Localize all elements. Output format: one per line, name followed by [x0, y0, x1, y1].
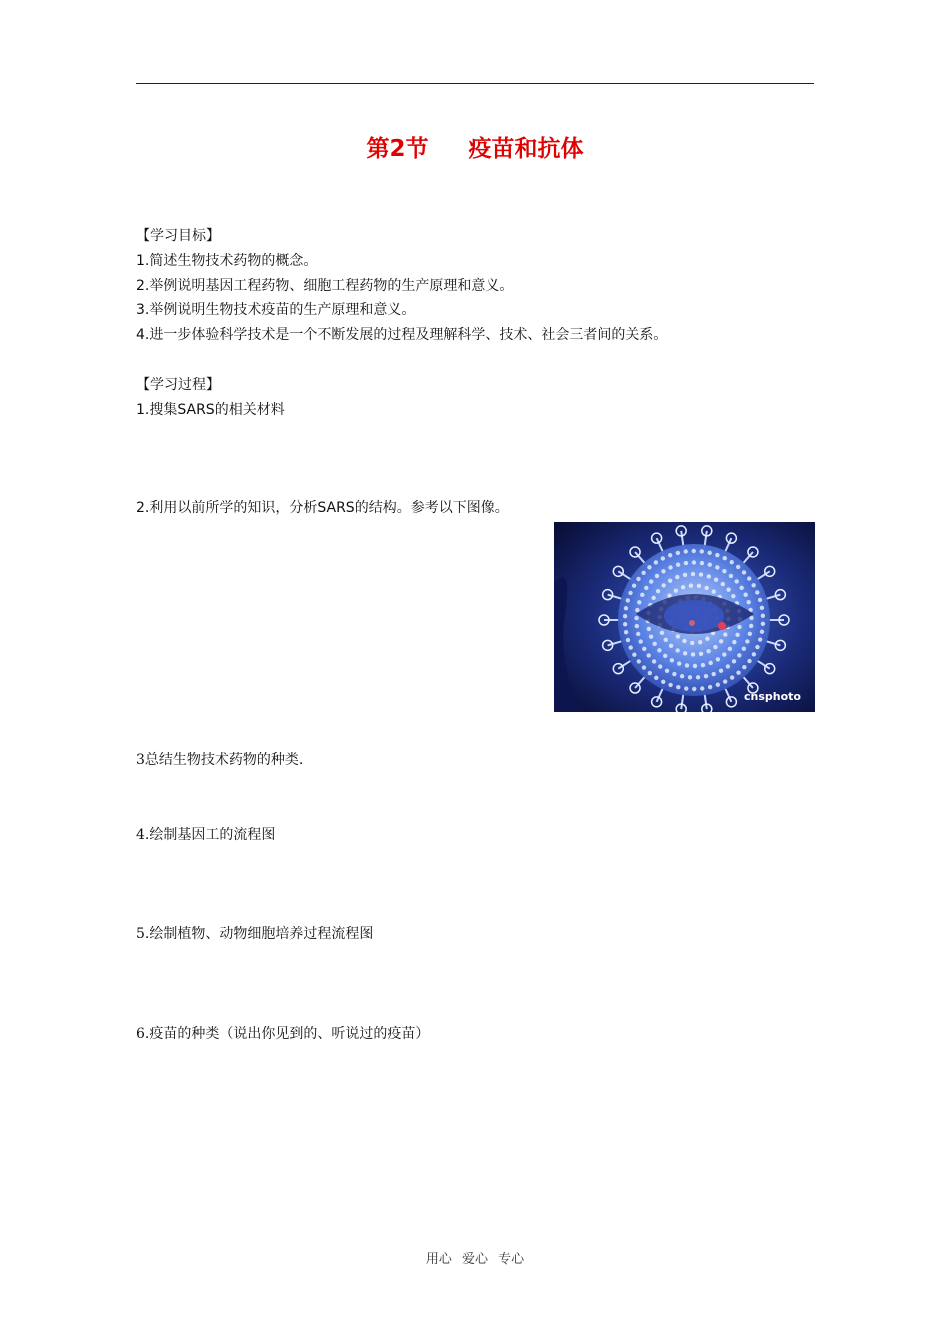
virus-bead	[637, 659, 641, 663]
virus-bead	[685, 663, 689, 667]
virus-bead	[683, 573, 687, 577]
virus-bead	[737, 625, 741, 629]
process-item-6: 6.疫苗的种类（说出你见到的、听说过的疫苗）	[136, 1026, 430, 1042]
virus-bead	[676, 551, 680, 555]
virus-bead	[649, 634, 653, 638]
virus-bead	[674, 588, 678, 592]
virus-bead	[760, 630, 764, 634]
virus-bead	[722, 652, 726, 656]
virus-bead	[661, 680, 665, 684]
virus-bead	[669, 644, 673, 648]
virus-bead	[723, 679, 727, 683]
virus-bead	[729, 574, 733, 578]
virus-bead	[651, 596, 655, 600]
virus-bead	[668, 578, 672, 582]
virus-bead	[661, 556, 665, 560]
virus-bead	[634, 616, 638, 620]
objective-item-2: 2.举例说明基因工程药物、细胞工程药物的生产原理和意义。	[136, 278, 514, 294]
virus-bead	[716, 683, 720, 687]
virus-bead	[652, 642, 656, 646]
virus-bead	[714, 577, 718, 581]
virus-bead	[693, 664, 697, 668]
virus-bead	[691, 652, 695, 656]
virus-bead	[745, 639, 749, 643]
virus-bead	[730, 560, 734, 564]
virus-bead	[692, 560, 696, 564]
virus-bead	[692, 549, 696, 553]
virus-bead	[624, 630, 628, 634]
virus-bead	[700, 549, 704, 553]
virus-bead	[736, 565, 740, 569]
virus-bead	[758, 637, 762, 641]
virus-bead	[755, 645, 759, 649]
virus-bead	[675, 575, 679, 579]
virus-bead	[732, 659, 736, 663]
virus-bead	[712, 590, 716, 594]
virus-bead	[635, 624, 639, 628]
virus-bead	[628, 591, 632, 595]
virus-bead	[684, 686, 688, 690]
virus-bead	[722, 569, 726, 573]
virus-bead	[747, 576, 751, 580]
section-title: 疫苗和抗体	[468, 136, 584, 162]
virus-bead	[708, 563, 712, 567]
virus-bead	[689, 583, 693, 587]
virus-bead	[641, 571, 645, 575]
virus-bead	[761, 622, 765, 626]
virus-bead	[649, 579, 653, 583]
virus-bead	[719, 639, 723, 643]
virus-bead	[623, 622, 627, 626]
virus-bead	[743, 593, 747, 597]
virus-bead	[699, 572, 703, 576]
virus-bead	[661, 569, 665, 573]
virus-bead	[644, 586, 648, 590]
virus-bead	[708, 661, 712, 665]
virus-bead	[652, 659, 656, 663]
virus-bead	[736, 671, 740, 675]
virus-bead	[747, 659, 751, 663]
virus-bead	[664, 638, 668, 642]
process-item-3: 3总结生物技术药物的种类.	[136, 752, 304, 768]
virus-bead	[707, 551, 711, 555]
virus-bead	[676, 685, 680, 689]
virus-bead	[676, 634, 680, 638]
virus-bead	[755, 590, 759, 594]
virus-bead	[657, 648, 661, 652]
virus-bead	[676, 563, 680, 567]
virus-bead	[707, 574, 711, 578]
virus-bead	[706, 649, 710, 653]
virus-bead	[708, 685, 712, 689]
process-heading: 【学习过程】	[136, 377, 220, 393]
virus-bead	[656, 589, 660, 593]
virus-bead	[692, 687, 696, 691]
virus-bead	[719, 669, 723, 673]
process-item-5: 5.绘制植物、动物细胞培养过程流程图	[136, 926, 374, 942]
virus-bead	[632, 653, 636, 657]
section-number: 第2节	[366, 136, 429, 162]
virus-bead	[668, 553, 672, 557]
virus-bead	[677, 661, 681, 665]
virus-bead	[698, 640, 702, 644]
page-footer: 用心 爱心 专心	[425, 1252, 525, 1267]
header-rule	[136, 83, 814, 84]
virus-bead	[721, 582, 725, 586]
virus-bead	[675, 648, 679, 652]
virus-bead	[642, 647, 646, 651]
virus-bead	[683, 651, 687, 655]
virus-bead	[690, 641, 694, 645]
virus-bead	[758, 598, 762, 602]
virus-bead	[654, 676, 658, 680]
virus-bead	[723, 632, 727, 636]
virus-bead	[731, 594, 735, 598]
virus-bead	[647, 565, 651, 569]
virus-bead	[732, 640, 736, 644]
virus-bead	[748, 632, 752, 636]
virus-bead	[629, 645, 633, 649]
virus-bead	[726, 664, 730, 668]
virus-bead	[648, 671, 652, 675]
objective-item-1: 1.简述生物技术药物的概念。	[136, 253, 318, 269]
process-item-4: 4.绘制基因工的流程图	[136, 827, 276, 843]
virus-bead	[761, 614, 765, 618]
virus-bead	[681, 585, 685, 589]
virus-bead	[760, 606, 764, 610]
image-watermark: cnsphoto	[744, 690, 801, 703]
virus-bead	[751, 583, 755, 587]
virus-bead	[668, 683, 672, 687]
virus-bead	[632, 584, 636, 588]
virus-bead	[701, 663, 705, 667]
virus-bead	[636, 632, 640, 636]
virus-bead	[661, 583, 665, 587]
process-item-2: 2.利用以前所学的知识，分析SARS的结构。参考以下图像。	[136, 500, 509, 516]
virus-bead	[723, 556, 727, 560]
virus-bead	[746, 600, 750, 604]
virus-bead	[642, 665, 646, 669]
virus-bead	[636, 577, 640, 581]
virus-bead	[680, 674, 684, 678]
virus-bead	[682, 639, 686, 643]
virus-bead	[654, 560, 658, 564]
virus-bead	[635, 608, 639, 612]
virus-bead	[735, 633, 739, 637]
virus-bead	[699, 652, 703, 656]
virus-bead	[691, 572, 695, 576]
virus-bead	[705, 636, 709, 640]
virus-bead	[640, 593, 644, 597]
virus-bead	[716, 657, 720, 661]
virus-bead	[742, 665, 746, 669]
virus-bead	[672, 672, 676, 676]
objective-item-3: 3.举例说明生物技术疫苗的生产原理和意义。	[136, 302, 416, 318]
objective-item-4: 4.进一步体验科学技术是一个不断发展的过程及理解科学、技术、社会三者间的关系。	[136, 327, 668, 343]
virus-bead	[737, 653, 741, 657]
virus-bead	[623, 614, 627, 618]
virus-bead	[637, 600, 641, 604]
virus-bead	[734, 579, 738, 583]
virus-bead	[688, 675, 692, 679]
virus-bead	[715, 553, 719, 557]
virus-bead	[742, 570, 746, 574]
virus-bead	[696, 675, 700, 679]
virus-bead	[684, 549, 688, 553]
virus-bead	[658, 664, 662, 668]
page-title	[0, 134, 950, 164]
virus-bead	[704, 586, 708, 590]
virus-bead	[647, 653, 651, 657]
virus-bead	[712, 672, 716, 676]
virus-bead	[752, 652, 756, 656]
virus-bead	[739, 586, 743, 590]
virus-bead	[728, 647, 732, 651]
virus-bead	[624, 606, 628, 610]
virus-bead	[665, 669, 669, 673]
virus-bead	[715, 565, 719, 569]
virus-bead	[726, 587, 730, 591]
virus-bead	[742, 647, 746, 651]
virus-bead	[684, 561, 688, 565]
virus-bead	[639, 639, 643, 643]
virus-bead	[626, 598, 630, 602]
virus-bead	[730, 675, 734, 679]
virus-bead	[626, 638, 630, 642]
objectives-heading: 【学习目标】	[136, 228, 220, 244]
virus-bead	[670, 658, 674, 662]
virus-bead	[713, 645, 717, 649]
virus-bead	[704, 674, 708, 678]
virus-bead	[700, 561, 704, 565]
virus-bead	[647, 627, 651, 631]
virus-bead	[697, 584, 701, 588]
sars-virus-image	[554, 522, 815, 712]
virus-bead	[749, 624, 753, 628]
virus-bead	[663, 654, 667, 658]
virus-bead	[700, 686, 704, 690]
virus-bead	[660, 631, 664, 635]
virus-bead	[668, 565, 672, 569]
virus-bead	[655, 574, 659, 578]
process-item-1: 1.搜集SARS的相关材料	[136, 402, 285, 418]
